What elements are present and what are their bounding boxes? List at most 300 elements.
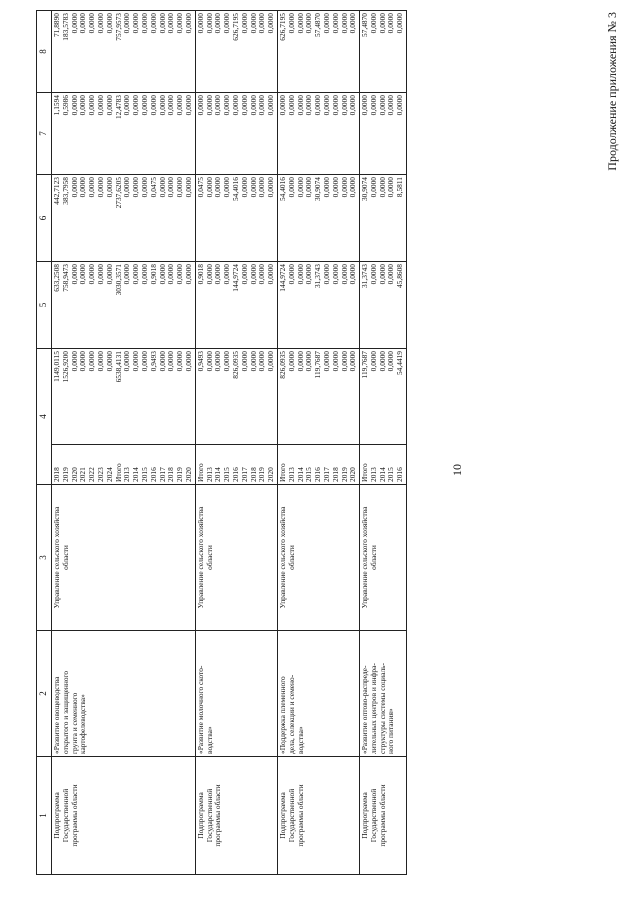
value: 0,0000 xyxy=(148,13,158,34)
value: 0,0000 xyxy=(166,351,176,372)
year-label: Итого xyxy=(195,463,205,482)
value: 0,0000 xyxy=(368,177,378,198)
value: 0,0000 xyxy=(69,264,79,285)
cell-text-line: Государственной xyxy=(286,788,296,843)
value: 0,0000 xyxy=(183,264,193,285)
value: 0,0000 xyxy=(87,177,97,198)
value: 0,0000 xyxy=(286,351,296,372)
value: 0,0000 xyxy=(122,13,132,34)
value: 0,0000 xyxy=(213,264,223,285)
cell-text-line: Подпрограмма xyxy=(52,792,61,839)
value: 0,0000 xyxy=(69,95,79,116)
value: 0,0000 xyxy=(386,264,396,285)
year-label: 2018 xyxy=(330,467,340,482)
value: 0,0000 xyxy=(222,13,232,34)
value: 0,0000 xyxy=(78,13,88,34)
value: 0,0000 xyxy=(104,95,114,116)
value: 0,0000 xyxy=(266,351,276,372)
value-cell-c6 xyxy=(360,175,407,262)
cell-text-line: Государственной xyxy=(204,788,214,843)
year-cell xyxy=(195,445,277,485)
value-cell-c7 xyxy=(277,93,359,175)
cell-text-line: Управление сельского хозяйства xyxy=(360,506,370,609)
value: 0,0000 xyxy=(175,351,185,372)
value: 0,0000 xyxy=(304,95,314,116)
year-label: 2013 xyxy=(122,467,132,482)
executor-cell xyxy=(195,485,277,631)
value: 0,0000 xyxy=(330,95,340,116)
value: 0,0000 xyxy=(122,177,132,198)
value: 30,9074 xyxy=(360,177,370,202)
value: 0,0000 xyxy=(175,177,185,198)
year-label: 2014 xyxy=(213,467,223,482)
executor-cell xyxy=(277,485,359,631)
value: 0,0000 xyxy=(95,351,105,372)
year-label: 2016 xyxy=(148,467,158,482)
header-col-7: 7 xyxy=(37,93,52,175)
value-cell-c5 xyxy=(360,262,407,349)
value: 0,0000 xyxy=(166,264,176,285)
cell-text-line: программы области xyxy=(213,784,223,847)
value: 0,0000 xyxy=(330,264,340,285)
value: 0,0000 xyxy=(166,177,176,198)
cell-text-line: Подпрограмма xyxy=(277,792,287,839)
program-type-cell xyxy=(52,757,196,875)
value: 71,8890 xyxy=(52,13,61,38)
value: 0,0000 xyxy=(157,264,167,285)
year-label: 2016 xyxy=(313,467,323,482)
value: 0,0000 xyxy=(213,13,223,34)
value: 144,9724 xyxy=(230,264,240,292)
value-cell-c6 xyxy=(52,175,196,262)
value: 31,3743 xyxy=(313,264,323,289)
value: 0,0000 xyxy=(339,95,349,116)
year-label: 2017 xyxy=(239,467,249,482)
value: 0,0000 xyxy=(377,264,387,285)
header-col-8: 8 xyxy=(37,11,52,93)
value: 0,9493 xyxy=(195,351,205,372)
value: 0,0000 xyxy=(386,13,396,34)
value: 0,0000 xyxy=(377,351,387,372)
value: 1526,9200 xyxy=(60,351,70,383)
value: 0,0000 xyxy=(104,13,114,34)
subprogram-name-cell xyxy=(360,631,407,757)
value: 0,0000 xyxy=(266,95,276,116)
value: 0,0000 xyxy=(286,177,296,198)
cell-text-line: области xyxy=(368,545,378,570)
value: 0,0000 xyxy=(304,351,314,372)
value-cell-c8 xyxy=(360,11,407,93)
year-label: 2015 xyxy=(139,467,149,482)
value: 0,0000 xyxy=(131,13,141,34)
value: 0,0000 xyxy=(195,95,205,116)
value: 0,0000 xyxy=(78,95,88,116)
value: 0,0000 xyxy=(368,95,378,116)
subprogram-name-cell xyxy=(52,631,196,757)
value: 0,0000 xyxy=(122,351,132,372)
year-label: 2019 xyxy=(175,467,185,482)
program-type-cell xyxy=(195,757,277,875)
value: 0,0000 xyxy=(321,264,331,285)
value: 0,0000 xyxy=(348,264,358,285)
value: 2737,6205 xyxy=(113,177,123,209)
value: 0,0000 xyxy=(157,95,167,116)
year-label: Итого xyxy=(360,463,370,482)
value: 0,0000 xyxy=(257,95,267,116)
cell-text-line: лительных центров и инфра- xyxy=(368,663,378,754)
year-label: 2019 xyxy=(60,467,70,482)
cell-text-line: Государственной xyxy=(368,788,378,843)
value: 0,0000 xyxy=(368,13,378,34)
value: 0,0000 xyxy=(266,177,276,198)
value-cell-c4 xyxy=(195,349,277,445)
value: 0,0000 xyxy=(239,13,249,34)
value: 0,0000 xyxy=(368,264,378,285)
year-label: 2019 xyxy=(257,467,267,482)
subprogram-name-cell xyxy=(195,631,277,757)
value: 54,4016 xyxy=(230,177,240,202)
value: 0,0000 xyxy=(266,264,276,285)
value: 0,0000 xyxy=(360,95,370,116)
cell-text-line: области xyxy=(286,545,296,570)
year-label: 2020 xyxy=(183,467,193,482)
funding-table xyxy=(36,10,407,875)
year-label: 2020 xyxy=(69,467,79,482)
value: 0,0000 xyxy=(204,13,214,34)
value: 0,0000 xyxy=(166,95,176,116)
value: 1,1594 xyxy=(52,95,61,116)
value: 0,0000 xyxy=(286,95,296,116)
cell-text-line: программы области xyxy=(69,784,79,847)
value: 54,4016 xyxy=(277,177,287,202)
value: 0,0000 xyxy=(122,264,132,285)
value: 0,0000 xyxy=(87,264,97,285)
value: 0,0000 xyxy=(204,95,214,116)
value: 0,0000 xyxy=(204,177,214,198)
value: 0,0000 xyxy=(295,13,305,34)
value: 0,0000 xyxy=(304,13,314,34)
year-cell xyxy=(52,445,196,485)
value: 0,0000 xyxy=(166,13,176,34)
cell-text-line: области xyxy=(60,545,70,570)
value: 0,0000 xyxy=(348,95,358,116)
value: 3030,3571 xyxy=(113,264,123,296)
year-cell xyxy=(277,445,359,485)
value-cell-c8 xyxy=(277,11,359,93)
value: 0,0000 xyxy=(321,95,331,116)
value: 0,0000 xyxy=(339,13,349,34)
value: 30,9074 xyxy=(313,177,323,202)
value: 0,0000 xyxy=(239,351,249,372)
value: 0,0000 xyxy=(131,264,141,285)
value: 0,0000 xyxy=(183,13,193,34)
value: 0,0000 xyxy=(78,264,88,285)
value: 0,0000 xyxy=(377,177,387,198)
value: 758,9473 xyxy=(60,264,70,292)
page-number: 10 xyxy=(450,464,464,476)
value: 6538,4131 xyxy=(113,351,123,383)
year-label: Итого xyxy=(113,463,123,482)
value: 0,5986 xyxy=(60,95,70,116)
value: 0,0000 xyxy=(95,95,105,116)
year-label: 2016 xyxy=(230,467,240,482)
value: 0,0000 xyxy=(131,177,141,198)
value: 0,0000 xyxy=(348,177,358,198)
year-label: 2013 xyxy=(286,467,296,482)
year-label: 2017 xyxy=(321,467,331,482)
value-cell-c8 xyxy=(195,11,277,93)
value: 0,9018 xyxy=(195,264,205,285)
value: 0,0000 xyxy=(95,264,105,285)
value: 8,5811 xyxy=(395,177,405,198)
value: 626,7195 xyxy=(230,13,240,41)
value: 0,0000 xyxy=(131,95,141,116)
value: 0,0000 xyxy=(330,351,340,372)
year-label: 2015 xyxy=(386,467,396,482)
value: 0,0000 xyxy=(330,13,340,34)
value-cell-c5 xyxy=(277,262,359,349)
value-cell-c7 xyxy=(52,93,196,175)
executor-cell xyxy=(52,485,196,631)
value: 0,0000 xyxy=(95,177,105,198)
value: 0,0000 xyxy=(95,13,105,34)
value-cell-c4 xyxy=(360,349,407,445)
value: 1149,0115 xyxy=(52,351,61,382)
value: 0,0000 xyxy=(104,177,114,198)
year-label: 2018 xyxy=(52,467,61,482)
value: 0,0000 xyxy=(139,177,149,198)
cell-text-line: Управление сельского хозяйства xyxy=(277,506,287,609)
value: 144,9724 xyxy=(277,264,287,292)
header-col-2: 2 xyxy=(37,631,52,757)
header-col-3: 3 xyxy=(37,485,52,631)
value: 57,4870 xyxy=(313,13,323,38)
value: 0,0000 xyxy=(230,95,240,116)
value: 626,7195 xyxy=(277,13,287,41)
value: 31,3743 xyxy=(360,264,370,289)
value: 0,0000 xyxy=(257,264,267,285)
value-cell-c4 xyxy=(52,349,196,445)
value-cell-c8 xyxy=(52,11,196,93)
value: 0,0000 xyxy=(183,95,193,116)
cell-text-line: программы области xyxy=(295,784,305,847)
value: 0,0000 xyxy=(257,13,267,34)
header-col-4: 4 xyxy=(37,349,52,485)
value: 0,0000 xyxy=(248,95,258,116)
value: 0,0000 xyxy=(195,13,205,34)
cell-text-line: области xyxy=(204,545,214,570)
value: 0,0000 xyxy=(183,351,193,372)
value: 0,0000 xyxy=(321,13,331,34)
value: 0,0000 xyxy=(222,264,232,285)
value: 0,0000 xyxy=(304,264,314,285)
cell-text-line: открытого и защищенного xyxy=(60,670,70,754)
value: 0,0000 xyxy=(204,264,214,285)
table-row xyxy=(52,11,196,875)
year-label: 2022 xyxy=(87,467,97,482)
value-cell-c5 xyxy=(52,262,196,349)
value: 183,5783 xyxy=(60,13,70,41)
value: 0,0000 xyxy=(239,95,249,116)
value: 0,0000 xyxy=(295,351,305,372)
value: 0,0000 xyxy=(157,351,167,372)
value: 0,0000 xyxy=(295,177,305,198)
year-label: 2016 xyxy=(395,467,405,482)
value: 45,8608 xyxy=(395,264,405,289)
value: 0,0000 xyxy=(286,13,296,34)
cell-text-line: дела, селекции и семено- xyxy=(286,674,296,754)
value: 0,0000 xyxy=(213,177,223,198)
year-label: 2013 xyxy=(204,467,214,482)
value: 119,7687 xyxy=(313,351,323,379)
value: 0,0000 xyxy=(87,95,97,116)
value: 0,0000 xyxy=(257,177,267,198)
value: 0,0000 xyxy=(122,95,132,116)
value: 0,0000 xyxy=(157,13,167,34)
value-cell-c6 xyxy=(195,175,277,262)
cell-text-line: Управление сельского хозяйства xyxy=(52,506,61,609)
value: 0,0000 xyxy=(87,351,97,372)
year-label: 2017 xyxy=(157,467,167,482)
value: 0,0000 xyxy=(157,177,167,198)
value: 0,0000 xyxy=(213,351,223,372)
value: 0,0000 xyxy=(139,95,149,116)
value: 442,7123 xyxy=(52,177,61,205)
value: 0,0000 xyxy=(213,95,223,116)
value: 57,4870 xyxy=(360,13,370,38)
value: 0,0000 xyxy=(248,13,258,34)
year-label: 2023 xyxy=(95,467,105,482)
cell-text-line: структуры системы социаль- xyxy=(377,663,387,754)
value: 0,0000 xyxy=(321,351,331,372)
value: 0,0000 xyxy=(295,95,305,116)
value-cell-c7 xyxy=(195,93,277,175)
year-label: 2013 xyxy=(368,467,378,482)
value: 0,0000 xyxy=(339,177,349,198)
value: 0,0000 xyxy=(183,177,193,198)
value: 0,0000 xyxy=(339,351,349,372)
value: 0,0000 xyxy=(321,177,331,198)
cell-text-line: программы области xyxy=(377,784,387,847)
value: 0,0000 xyxy=(69,13,79,34)
year-label: 2019 xyxy=(339,467,349,482)
table-row xyxy=(360,11,407,875)
cell-text-line: водства» xyxy=(295,726,305,754)
value: 0,0000 xyxy=(395,13,405,34)
table-row xyxy=(195,11,277,875)
value: 0,9018 xyxy=(148,264,158,285)
value: 0,0000 xyxy=(304,177,314,198)
value: 0,0000 xyxy=(204,351,214,372)
value-cell-c7 xyxy=(360,93,407,175)
value: 12,4783 xyxy=(113,95,123,120)
value: 0,0000 xyxy=(266,13,276,34)
cell-text-line: ного питания» xyxy=(386,708,396,754)
header-col-1: 1 xyxy=(37,757,52,875)
value-cell-c6 xyxy=(277,175,359,262)
cell-text-line: Управление сельского хозяйства xyxy=(195,506,205,609)
value: 0,0000 xyxy=(377,13,387,34)
header-col-6: 6 xyxy=(37,175,52,262)
value: 0,9493 xyxy=(148,351,158,372)
value: 0,0000 xyxy=(175,13,185,34)
value: 0,0000 xyxy=(222,95,232,116)
value: 0,0000 xyxy=(139,13,149,34)
year-label: 2020 xyxy=(348,467,358,482)
program-type-cell xyxy=(360,757,407,875)
table-body xyxy=(52,11,407,875)
cell-text-line: «Развитие молочного ското- xyxy=(195,665,205,754)
value: 0,0000 xyxy=(69,177,79,198)
year-label: 2014 xyxy=(295,467,305,482)
value: 0,0000 xyxy=(87,13,97,34)
value: 0,0000 xyxy=(248,177,258,198)
value: 0,0000 xyxy=(139,264,149,285)
value: 757,9573 xyxy=(113,13,123,41)
value: 0,0000 xyxy=(257,351,267,372)
value: 0,0000 xyxy=(78,177,88,198)
value: 0,0475 xyxy=(195,177,205,198)
year-label: 2024 xyxy=(104,467,114,482)
program-type-cell xyxy=(277,757,359,875)
value: 0,0000 xyxy=(69,351,79,372)
table-row xyxy=(277,11,359,875)
value: 0,0000 xyxy=(348,13,358,34)
value: 0,0000 xyxy=(248,264,258,285)
cell-text-line: водства» xyxy=(204,726,214,754)
executor-cell xyxy=(360,485,407,631)
value: 0,0000 xyxy=(148,95,158,116)
value: 0,0475 xyxy=(148,177,158,198)
value: 0,0000 xyxy=(386,351,396,372)
cell-text-line: картофелеводства» xyxy=(78,694,88,754)
value: 0,0000 xyxy=(175,95,185,116)
value: 0,0000 xyxy=(248,351,258,372)
value: 0,0000 xyxy=(277,95,287,116)
value: 0,0000 xyxy=(339,264,349,285)
value: 0,0000 xyxy=(386,95,396,116)
subprogram-name-cell xyxy=(277,631,359,757)
value: 54,4419 xyxy=(395,351,405,376)
cell-text-line: грунта и семенного xyxy=(69,692,79,754)
cell-text-line: Подпрограмма xyxy=(360,792,370,839)
value: 0,0000 xyxy=(313,95,323,116)
value: 0,0000 xyxy=(330,177,340,198)
value: 0,0000 xyxy=(348,351,358,372)
cell-text-line: «Развитие овощеводства xyxy=(52,676,61,754)
year-label: 2018 xyxy=(248,467,258,482)
year-label: 2015 xyxy=(304,467,314,482)
cell-text-line: «Развитие оптово-распреде- xyxy=(360,665,370,754)
year-label: 2014 xyxy=(377,467,387,482)
value: 0,0000 xyxy=(78,351,88,372)
continuation-caption: Продолжение приложения № 3 xyxy=(605,12,619,171)
value: 0,0000 xyxy=(239,264,249,285)
value: 0,0000 xyxy=(104,351,114,372)
value-cell-c4 xyxy=(277,349,359,445)
value: 0,0000 xyxy=(286,264,296,285)
header-row xyxy=(37,11,52,875)
value: 826,0935 xyxy=(277,351,287,379)
year-label: 2021 xyxy=(78,467,88,482)
year-label: 2015 xyxy=(222,467,232,482)
value: 0,0000 xyxy=(377,95,387,116)
cell-text-line: Подпрограмма xyxy=(195,792,205,839)
value: 0,0000 xyxy=(131,351,141,372)
value: 0,0000 xyxy=(239,177,249,198)
value-cell-c5 xyxy=(195,262,277,349)
value: 826,0935 xyxy=(230,351,240,379)
